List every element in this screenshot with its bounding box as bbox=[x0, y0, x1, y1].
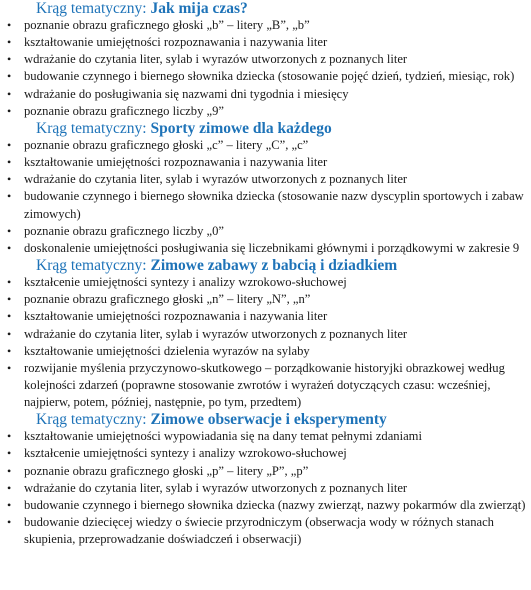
list-item: • budowanie dziecięcej wiedzy o świecie przyrodniczym (obserwacja wody w różnych stanach skupienia, przeprowadzanie doświadczeń i obserwacji) bbox=[7, 515, 494, 547]
list-item: • kształtowanie umiejętności rozpoznawania i nazywania liter bbox=[4, 34, 531, 51]
bullet-icon: • bbox=[7, 343, 12, 358]
bullet-icon: • bbox=[7, 172, 12, 187]
list-item: • kształtowanie umiejętności dzielenia wyrazów na sylaby bbox=[4, 343, 531, 360]
bullet-icon: • bbox=[7, 309, 12, 324]
list-item: • poznanie obrazu graficznego głoski „c” – litery „C”, „c” bbox=[4, 137, 531, 154]
section-heading bbox=[4, 0, 531, 17]
list-item: • wdrażanie do czytania liter, sylab i wyrazów utworzonych z poznanych liter bbox=[4, 171, 531, 188]
bullet-icon: • bbox=[7, 155, 12, 170]
bullet-icon: • bbox=[7, 429, 12, 444]
heading-topic: Sporty zimowe dla każdego bbox=[150, 119, 332, 137]
bullet-icon: • bbox=[7, 223, 12, 238]
list-item: • kształcenie umiejętności syntezy i analizy wzrokowo-słuchowej bbox=[4, 274, 531, 291]
heading-topic: Zimowe obserwacje i eksperymenty bbox=[150, 411, 387, 429]
bullet-icon: • bbox=[7, 515, 12, 530]
bullet-icon: • bbox=[7, 480, 12, 495]
list-item: • wdrażanie do posługiwania się nazwami dni tygodnia i miesięcy bbox=[4, 86, 531, 103]
bullet-icon: • bbox=[7, 69, 12, 84]
bullet-icon: • bbox=[7, 326, 12, 341]
list-item: • budowanie czynnego i biernego słownika dziecka (stosowanie pojęć dzień, tydzień, miesiąc, rok) bbox=[4, 68, 531, 85]
section-sporty-zimowe bbox=[4, 120, 531, 257]
list-item: • budowanie czynnego i biernego słownika dziecka (nazwy zwierząt, nazwy pokarmów dla zwierząt) bbox=[4, 497, 531, 514]
bullet-icon: • bbox=[7, 240, 12, 255]
list-item: • poznanie obrazu graficznego liczby „0” bbox=[4, 223, 531, 240]
section-zimowe-obserwacje bbox=[4, 411, 531, 548]
bullet-list bbox=[4, 137, 531, 257]
section-jak-mija-czas bbox=[4, 0, 531, 120]
bullet-icon: • bbox=[7, 360, 12, 375]
list-item: • poznanie obrazu graficznego głoski „b” – litery „B”, „b” bbox=[4, 17, 531, 34]
bullet-icon: • bbox=[7, 103, 12, 118]
bullet-icon: • bbox=[7, 497, 12, 512]
section-heading bbox=[4, 411, 531, 428]
heading-lead: Krąg tematyczny: bbox=[36, 257, 151, 275]
list-item: • kształtowanie umiejętności rozpoznawania i nazywania liter bbox=[4, 154, 531, 171]
bullet-icon: • bbox=[7, 189, 12, 204]
list-item: • kształcenie umiejętności syntezy i analizy wzrokowo-słuchowej bbox=[4, 445, 531, 462]
list-item: • wdrażanie do czytania liter, sylab i wyrazów utworzonych z poznanych liter bbox=[4, 326, 531, 343]
list-item: • kształtowanie umiejętności rozpoznawania i nazywania liter bbox=[4, 308, 531, 325]
bullet-icon: • bbox=[7, 35, 12, 50]
heading-lead: Krąg tematyczny: bbox=[36, 411, 151, 429]
bullet-list bbox=[4, 17, 531, 120]
bullet-icon: • bbox=[7, 446, 12, 461]
list-item: • budowanie czynnego i biernego słownika dziecka (stosowanie nazw dyscyplin sportowych i zabaw zimowych) bbox=[7, 189, 524, 221]
heading-lead: Krąg tematyczny: bbox=[36, 0, 151, 17]
list-item: • wdrażanie do czytania liter, sylab i wyrazów utworzonych z poznanych liter bbox=[4, 51, 531, 68]
list-item: • doskonalenie umiejętności posługiwania się liczebnikami głównymi i porządkowymi w zakresie 9 bbox=[4, 240, 531, 257]
bullet-icon: • bbox=[7, 275, 12, 290]
bullet-icon: • bbox=[7, 52, 12, 67]
section-zimowe-zabawy bbox=[4, 257, 531, 411]
bullet-icon: • bbox=[7, 292, 12, 307]
list-item: • rozwijanie myślenia przyczynowo-skutkowego – porządkowanie historyjki obrazkowej według kolejności zdarzeń (poprawne stosowanie zwrotów i wyrażeń dotyczących czasu: wcześniej, najpierw, potem, później, następnie, po tym, przedtem) bbox=[7, 360, 505, 410]
list-item: • wdrażanie do czytania liter, sylab i wyrazów utworzonych z poznanych liter bbox=[4, 480, 531, 497]
bullet-icon: • bbox=[7, 18, 12, 32]
heading-topic: Zimowe zabawy z babcią i dziadkiem bbox=[150, 257, 398, 275]
list-item: • poznanie obrazu graficznego liczby „9” bbox=[4, 103, 531, 120]
section-heading bbox=[4, 120, 531, 137]
bullet-icon: • bbox=[7, 86, 12, 101]
bullet-icon: • bbox=[7, 463, 12, 478]
section-heading bbox=[4, 257, 531, 274]
heading-lead: Krąg tematyczny: bbox=[36, 119, 151, 137]
bullet-icon: • bbox=[7, 137, 12, 152]
bullet-list bbox=[4, 428, 531, 548]
bullet-list bbox=[4, 274, 531, 411]
heading-topic: Jak mija czas? bbox=[150, 0, 248, 17]
list-item: • poznanie obrazu graficznego głoski „n” – litery „N”, „n” bbox=[4, 291, 531, 308]
list-item: • kształtowanie umiejętności wypowiadania się na dany temat pełnymi zdaniami bbox=[4, 428, 531, 445]
list-item: • poznanie obrazu graficznego głoski „p” – litery „P”, „p” bbox=[4, 463, 531, 480]
